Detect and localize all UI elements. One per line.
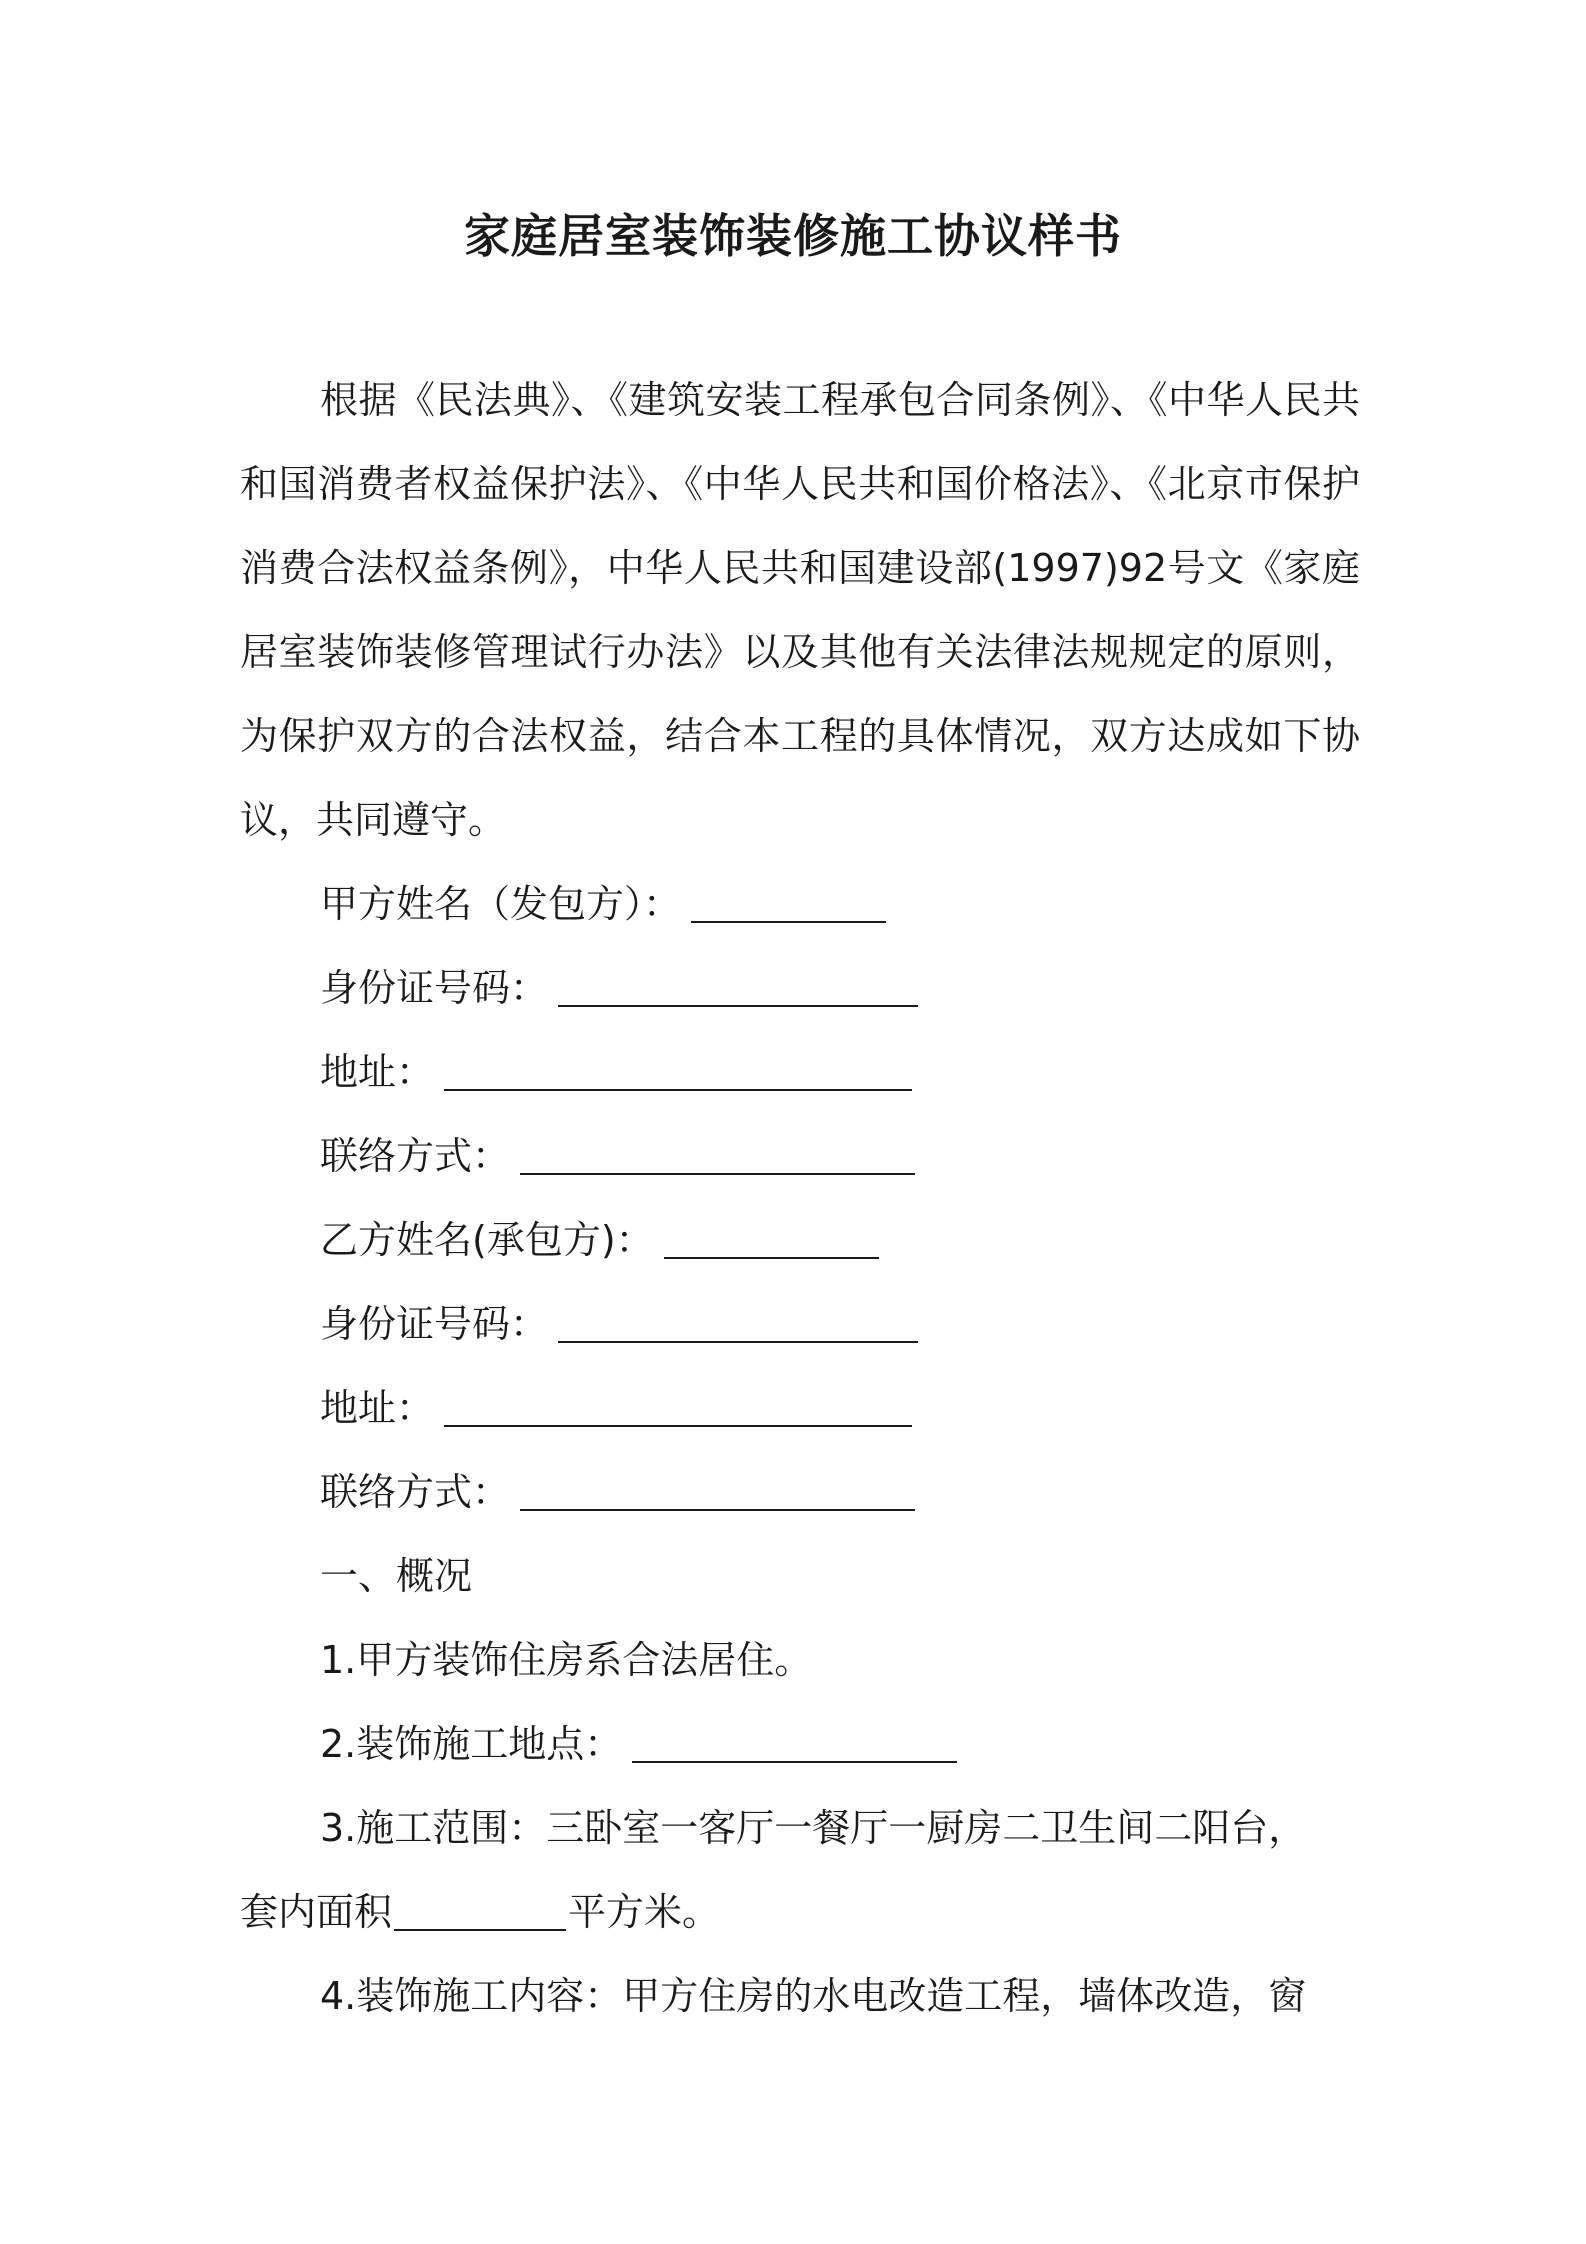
party-a-id-field[interactable] — [558, 965, 918, 1007]
party-b-name-line — [320, 1198, 879, 1282]
floor-area-field[interactable] — [394, 1889, 566, 1931]
party-b-id-line — [320, 1282, 918, 1366]
party-b-name-label: 乙方姓名(承包方)： — [320, 1218, 654, 1262]
section-1-heading: 一、概况 — [320, 1554, 473, 1598]
party-a-address-line — [320, 1030, 912, 1114]
party-a-address-field[interactable] — [444, 1049, 912, 1091]
party-b-contact-label: 联络方式： — [320, 1470, 511, 1514]
item-3-area-suffix: 平方米。 — [568, 1890, 721, 1934]
item-2-label: 2.装饰施工地点： — [320, 1722, 623, 1766]
item-2-line — [320, 1702, 957, 1786]
party-a-address-label: 地址： — [320, 1050, 435, 1094]
party-b-address-line — [320, 1366, 912, 1450]
intro-paragraph: 根据《民法典》、《建筑安装工程承包合同条例》、《中华人民共和国消费者权益保护法》、《中华人民共和国价格法》、《北京市保护消费合法权益条例》，中华人民共和国建设部(1997)92号文《家庭居室装饰装修管理试行办法》以及其他有关法律法规规定的原则，为保护双方的合法权益，结合本工程的具体情况，双方达成如下协议，共同遵守。 — [240, 378, 1360, 842]
party-b-address-label: 地址： — [320, 1386, 435, 1430]
party-b-id-field[interactable] — [558, 1301, 918, 1343]
party-b-contact-line — [320, 1450, 915, 1534]
party-a-id-label: 身份证号码： — [320, 966, 549, 1010]
party-a-contact-line — [320, 1114, 915, 1198]
item-1: 1.甲方装饰住房系合法居住。 — [320, 1638, 813, 1682]
construction-location-field[interactable] — [632, 1721, 957, 1763]
party-b-id-label: 身份证号码： — [320, 1302, 549, 1346]
document-title: 家庭居室装饰装修施工协议样书 — [464, 209, 1122, 263]
party-a-name-line — [320, 862, 886, 946]
party-b-name-field[interactable] — [664, 1217, 879, 1259]
party-a-name-field[interactable] — [691, 881, 886, 923]
item-3-area-prefix: 套内面积 — [240, 1890, 393, 1934]
party-b-contact-field[interactable] — [520, 1469, 915, 1511]
item-3-line2 — [240, 1870, 720, 1954]
party-a-contact-field[interactable] — [520, 1133, 915, 1175]
party-a-contact-label: 联络方式： — [320, 1134, 511, 1178]
party-b-address-field[interactable] — [444, 1385, 912, 1427]
item-3-line1: 3.施工范围：三卧室一客厅一餐厅一厨房二卫生间二阳台， — [320, 1806, 1307, 1850]
party-a-id-line — [320, 946, 918, 1030]
party-a-name-label: 甲方姓名（发包方）： — [320, 882, 682, 926]
item-4-line1: 4.装饰施工内容：甲方住房的水电改造工程，墙体改造，窗 — [320, 1974, 1307, 2018]
